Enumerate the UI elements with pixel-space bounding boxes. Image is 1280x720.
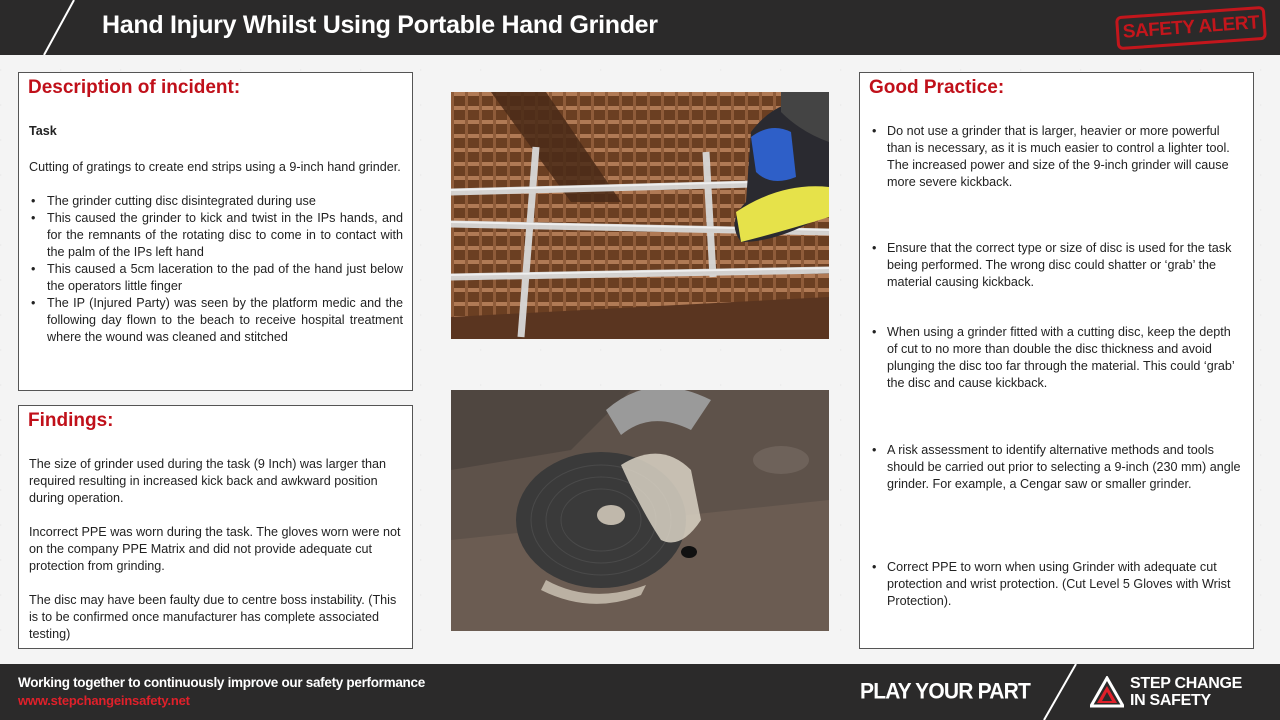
- list-item: [870, 559, 1244, 610]
- list-item: [870, 123, 1244, 191]
- list-item: • The IP (Injured Party) was seen by the platform medic and the following day flown to the beach to receive hospital treatment where the wound was cleaned and stitched: [29, 295, 403, 346]
- list-item: • This caused the grinder to kick and twist in the IPs hands, and for the remnants of the rotating disc to come in to contact with the palm of the IPs left hand: [29, 210, 403, 261]
- broken-disc-photo: [451, 390, 829, 631]
- good-practice-panel: [859, 72, 1254, 649]
- description-panel: [18, 72, 413, 391]
- finding-paragraph: Incorrect PPE was worn during the task. The gloves worn were not on the company PPE Matrix and did not provide adequate cut protection from grinding.: [29, 525, 401, 573]
- step-change-logo-text: [1130, 675, 1242, 709]
- list-item: • The grinder cutting disc disintegrated during use: [29, 193, 403, 210]
- findings-body: [29, 456, 401, 660]
- grating-photo: [451, 92, 829, 339]
- finding-paragraph: The size of grinder used during the task (9 Inch) was larger than required resulting in increased kick back and awkward position during operation.: [29, 457, 387, 505]
- description-body: [29, 123, 403, 346]
- findings-heading: Findings:: [28, 410, 114, 431]
- incident-bullet-list: [29, 193, 403, 346]
- bullet-icon: •: [872, 325, 877, 339]
- list-item: • This caused a 5cm laceration to the pad of the hand just below the operators little finger: [29, 261, 403, 295]
- step-change-logo-icon: [1090, 676, 1124, 708]
- grating-illustration: [451, 92, 829, 339]
- header-slant-divider: [40, 0, 78, 55]
- page-title: Hand Injury Whilst Using Portable Hand Grinder: [102, 11, 658, 39]
- good-practice-text: Ensure that the correct type or size of disc is used for the task being performed. The wrong disc could shatter or ‘grab’ the material causing kickback.: [887, 241, 1232, 289]
- bullet-icon: •: [872, 443, 877, 457]
- findings-panel: [18, 405, 413, 649]
- task-description: Cutting of gratings to create end strips using a 9-inch hand grinder.: [29, 160, 401, 174]
- list-item: [870, 240, 1244, 291]
- bullet-icon: •: [872, 241, 877, 255]
- good-practice-heading: Good Practice:: [869, 77, 1005, 98]
- safety-alert-stamp: SAFETY ALERT: [1115, 6, 1267, 50]
- footer-bar: [0, 664, 1280, 720]
- broken-disc-illustration: [451, 390, 829, 631]
- list-item: [870, 442, 1244, 493]
- logo-line-1: STEP CHANGE: [1130, 675, 1242, 692]
- footer-slant-divider: [1040, 664, 1080, 720]
- play-your-part-slogan: PLAY YOUR PART: [860, 679, 1031, 704]
- task-label: Task: [29, 124, 57, 138]
- footer-slogan: Working together to continuously improve our safety performance: [18, 675, 425, 690]
- bullet-icon: •: [872, 124, 877, 138]
- finding-paragraph: The disc may have been faulty due to centre boss instability. (This is to be confirmed once manufacturer has complete associated testing): [29, 593, 397, 641]
- good-practice-text: Correct PPE to worn when using Grinder with adequate cut protection and wrist protection. (Cut Level 5 Gloves with Wrist Protection).: [887, 560, 1231, 608]
- good-practice-text: Do not use a grinder that is larger, heavier or more powerful than is necessary, as it is much easier to control a lighter tool. The increased power and size of the 9-inch grinder will cause more severe kickback.: [887, 124, 1230, 189]
- footer-website-link[interactable]: www.stepchangeinsafety.net: [18, 693, 190, 708]
- good-practice-text: When using a grinder fitted with a cutting disc, keep the depth of cut to no more than double the disc thickness and avoid plunging the disc too far through the material. This could ‘grab’ the disc and cause kickback.: [887, 325, 1235, 390]
- logo-line-2: IN SAFETY: [1130, 692, 1211, 709]
- good-practice-text: A risk assessment to identify alternative methods and tools should be carried out prior to selecting a 9-inch (230 mm) angle grinder. For example, a Cengar saw or smaller grinder.: [887, 443, 1241, 491]
- bullet-icon: •: [872, 560, 877, 574]
- description-heading: Description of incident:: [28, 77, 241, 98]
- list-item: [870, 324, 1244, 392]
